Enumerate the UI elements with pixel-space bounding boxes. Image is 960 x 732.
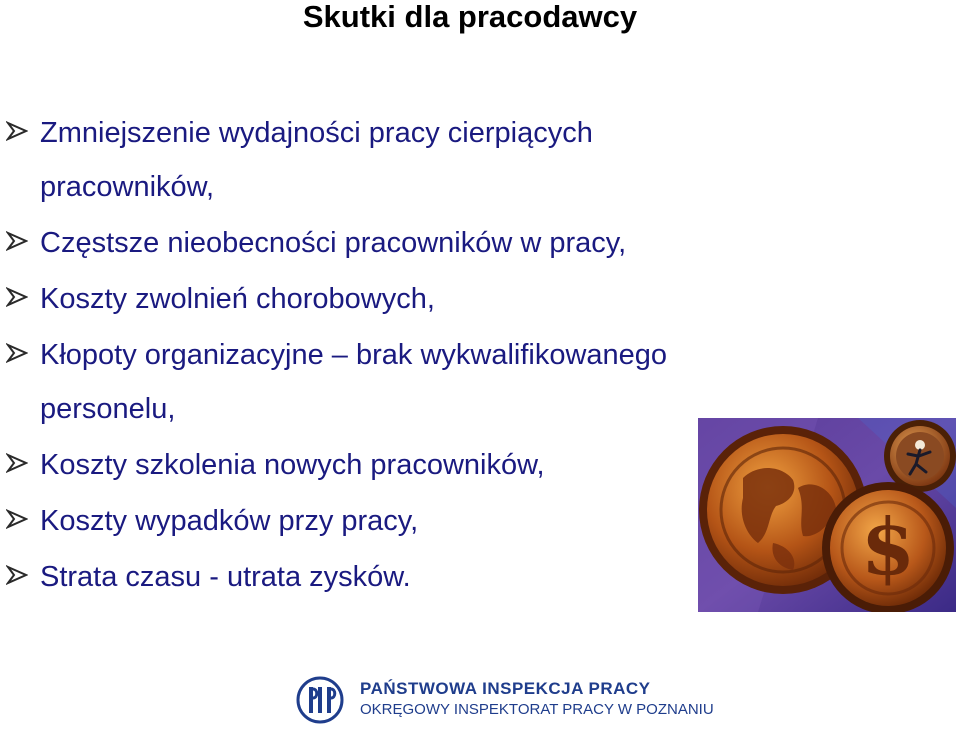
gears-globe-dollar-illustration: [698, 418, 956, 612]
arrow-bullet-icon: [6, 564, 28, 586]
dollar-gear: [822, 482, 954, 612]
bullet-text: Koszty szkolenia nowych pracowników,: [40, 449, 545, 481]
arrow-bullet-icon: [6, 286, 28, 308]
bullet-text: Kłopoty organizacyjne – brak wykwalifikowanego personelu,: [40, 339, 668, 425]
dollar-symbol: $: [860, 502, 916, 593]
arrow-bullet-icon: [6, 120, 28, 142]
bullet-text: Koszty wypadków przy pracy,: [40, 505, 419, 537]
bullet-text: Strata czasu - utrata zysków.: [40, 561, 411, 593]
bullet-item-3: [6, 272, 826, 326]
arrow-bullet-icon: [6, 230, 28, 252]
bullet-item-2: [6, 216, 826, 270]
arrow-bullet-icon: [6, 508, 28, 530]
arrow-bullet-icon: [6, 342, 28, 364]
pip-logo-icon: [296, 676, 344, 724]
arrow-bullet-icon: [6, 452, 28, 474]
bullet-text: Koszty zwolnień chorobowych,: [40, 283, 435, 315]
bullet-text: Częstsze nieobecności pracowników w pracy,: [40, 227, 627, 259]
footer-office-name: OKRĘGOWY INSPEKTORAT PRACY W POZNANIU: [360, 701, 714, 718]
runner-gear: [884, 420, 956, 492]
bullet-item-1: [6, 106, 826, 214]
bullet-text: Zmniejszenie wydajności pracy cierpiących pracowników,: [40, 117, 593, 203]
slide-title: Skutki dla pracodawcy: [302, 0, 638, 34]
footer-institution-name: PAŃSTWOWA INSPEKCJA PRACY: [360, 679, 651, 698]
